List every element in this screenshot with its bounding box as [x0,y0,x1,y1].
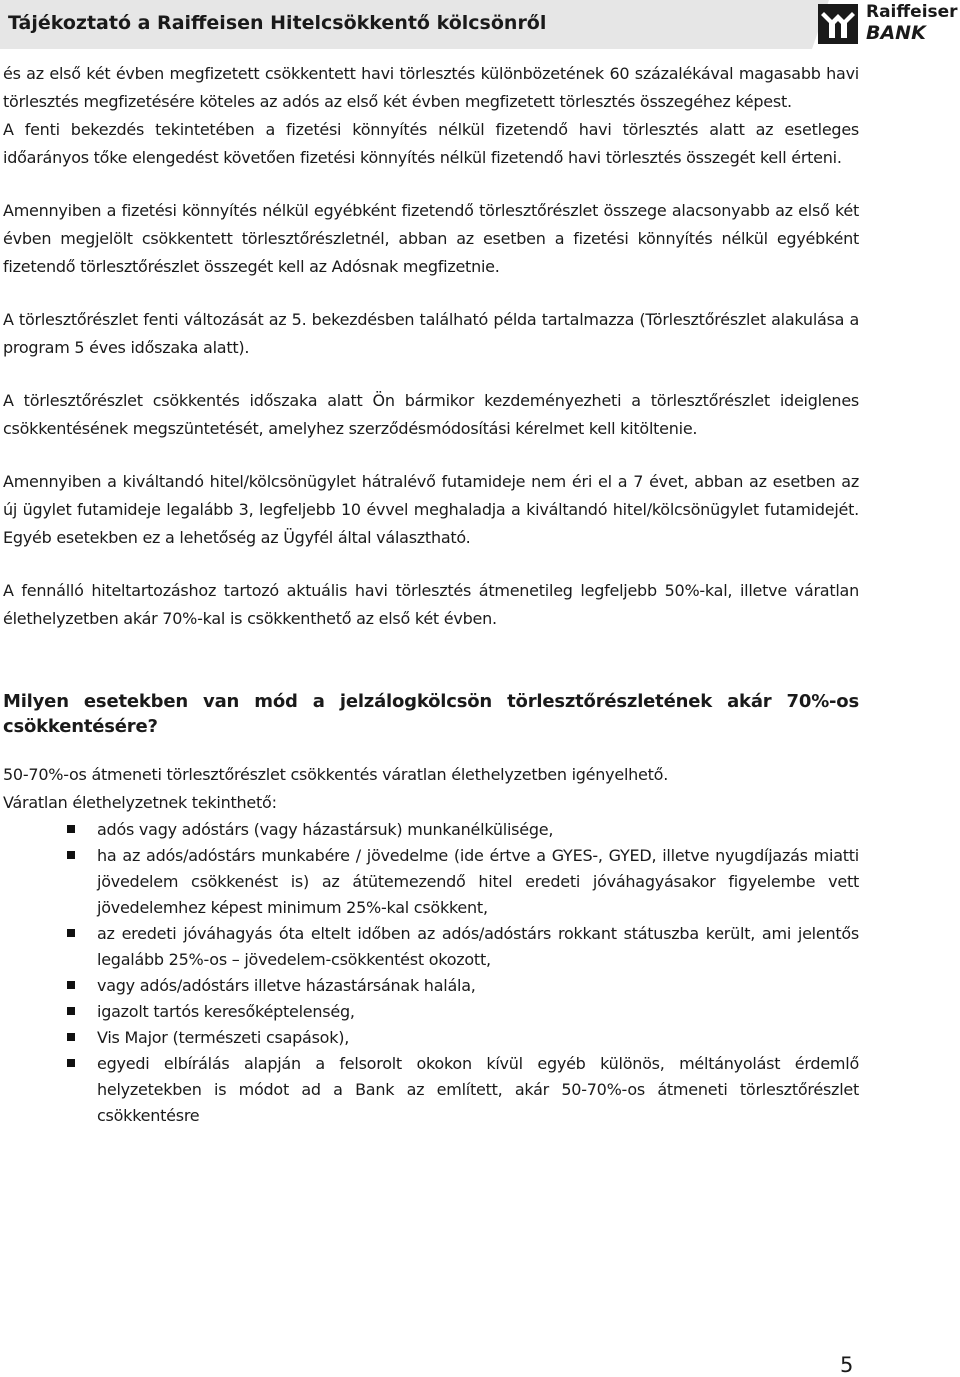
bullet-square-icon [67,1007,75,1015]
paragraph-termination: A törlesztőrészlet csökkentés időszaka alatt Ön bármikor kezdeményezheti a törlesztőrészlet ideiglenes csökkentésének megszüntetését, amelyhez szerződésmódosítási kérelmet kell kitöltenie. [3,391,859,438]
list-item: az eredeti jóváhagyás óta eltelt időben az adós/adóstárs rokkant státuszba került, ami jelentős legalább 25%-os – jövedelem-csökkentést okozott, [97,921,859,973]
list-item: ha az adós/adóstárs munkabére / jövedelme (ide értve a GYES-, GYED, illetve nyugdíjazás miatti jövedelem csökkenést is) az átütemezendő hitel eredeti jóváhagyásakor figyelembe vett jövedelemhez képest minimum 25%-kal csökkent, [97,843,859,921]
bullet-square-icon [67,825,75,833]
logo-bank: BANK [866,22,926,44]
paragraph-reduction-limit: A fennálló hiteltartozáshoz tartozó aktuális havi törlesztés átmenetileg legfeljebb 50%-kal, illetve váratlan élethelyzetben akár 70%-kal is csökkenthető az első két évben. [3,581,859,628]
section-heading: Milyen esetekben van mód a jelzálogkölcsön törlesztőrészletének akár 70%-os csökkentésére? [3,691,859,737]
logo-name: Raiffeiser [866,2,958,22]
paragraph-definition: A fenti bekezdés tekintetében a fizetési könnyítés nélkül fizetendő havi törlesztés alatt az esetleges időarányos tőke elengedést követően fizetési könnyítés nélkül fizetendő havi törlesztés összegét kell érteni. [3,120,859,167]
list-item: adós vagy adóstárs (vagy házastársuk) munkanélkülisége, [97,817,859,843]
bullet-square-icon [67,1033,75,1041]
life-situation-list [3,817,859,1129]
bullet-square-icon [67,929,75,937]
paragraph-example-reference: A törlesztőrészlet fenti változását az 5. bekezdésben található példa tartalmazza (Törlesztőrészlet alakulása a program 5 éves időszaka alatt). [3,310,859,357]
bullet-square-icon [67,851,75,859]
list-item: Vis Major (természeti csapások), [97,1025,859,1051]
header-bar [0,0,812,49]
section-intro: 50-70%-os átmeneti törlesztőrészlet csökkentés váratlan élethelyzetben igényelhető. [3,765,669,784]
gable-cross-icon [818,4,858,44]
logo-text [866,2,958,44]
raiffeisen-logo [818,2,960,48]
page-number: 5 [840,1353,854,1377]
list-item: egyedi elbírálás alapján a felsorolt okokon kívül egyéb különös, méltányolást érdemlő helyzetekben is módot ad a Bank az említett, akár 50-70%-os átmeneti törlesztőrészlet csökkentésre [97,1051,859,1129]
document-body [3,60,859,1129]
bullet-square-icon [67,1059,75,1067]
paragraph-lower-installment: Amennyiben a fizetési könnyítés nélkül egyébként fizetendő törlesztőrészlet összege alacsonyabb az első két évben megjelölt csökkentett törlesztőrészletnél, abban az esetben a fizetési könnyítés nélkül egyébként fizetendő törlesztőrészlet összegét kell az Adósnak megfizetnie. [3,201,859,276]
bullet-square-icon [67,981,75,989]
section-intro-list-label: Váratlan élethelyzetnek tekinthető: [3,793,277,812]
document-title: Tájékoztató a Raiffeisen Hitelcsökkentő kölcsönről [8,12,547,34]
paragraph-continuation: és az első két évben megfizetett csökkentett havi törlesztés különbözetének 60 százalékával magasabb havi törlesztés megfizetésére köteles az adós az első két évben megfizetett törlesztés összegéhez képest. [3,64,859,111]
list-item: vagy adós/adóstárs illetve házastársának halála, [97,973,859,999]
list-item: igazolt tartós keresőképtelenség, [97,999,859,1025]
paragraph-maturity: Amennyiben a kiváltandó hitel/kölcsönügylet hátralévő futamideje nem éri el a 7 évet, abban az esetben az új ügylet futamideje legalább 3, legfeljebb 10 évvel meghaladja a kiváltandó hitel/kölcsönügylet futamidejét. Egyéb esetekben ez a lehetőség az Ügyfél által választható. [3,472,859,547]
